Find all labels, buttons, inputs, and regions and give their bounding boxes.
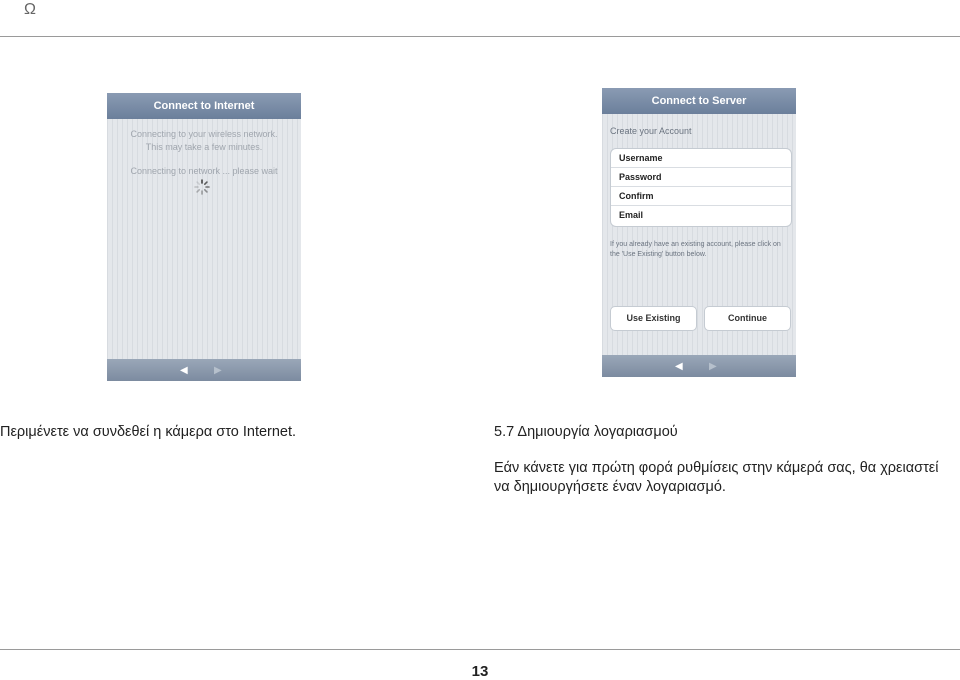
- section-paragraph: Εάν κάνετε για πρώτη φορά ρυθμίσεις στην κάμερά σας, θα χρειαστεί να δημιουργήσετε έναν λογαριασμό.: [494, 460, 939, 495]
- forward-arrow-icon: ▶: [214, 365, 222, 376]
- header-divider: [0, 36, 960, 37]
- footer-divider: [0, 649, 960, 650]
- server-nav-title: Connect to Server: [602, 88, 796, 114]
- account-form: [610, 148, 792, 227]
- internet-nav-title: Connect to Internet: [107, 93, 301, 119]
- username-field: Username: [611, 149, 791, 168]
- header-symbol: Ω: [24, 1, 36, 18]
- continue-button: Continue: [704, 306, 791, 331]
- use-existing-button: Use Existing: [610, 306, 697, 331]
- section-heading: 5.7 Δημιουργία λογαριασμού: [494, 424, 678, 440]
- server-bottom-bar: [602, 355, 796, 377]
- connect-to-internet-screenshot: [107, 93, 301, 381]
- back-arrow-icon: ◀: [180, 365, 188, 376]
- loading-spinner-icon: [194, 179, 210, 195]
- internet-bottom-bar: [107, 359, 301, 381]
- forward-arrow-icon: ▶: [709, 361, 717, 372]
- confirm-field: Confirm: [611, 187, 791, 206]
- connect-to-server-screenshot: [602, 88, 796, 377]
- page-number: 13: [471, 663, 489, 680]
- back-arrow-icon: ◀: [675, 361, 683, 372]
- connecting-message: Connecting to your wireless network. This may take a few minutes.: [130, 129, 278, 152]
- existing-account-info: If you already have an existing account, please click on the 'Use Existing' button below.: [610, 241, 781, 258]
- create-account-label: Create your Account: [610, 126, 692, 136]
- please-wait-message: Connecting to network ... please wait: [130, 166, 278, 176]
- email-field: Email: [619, 210, 644, 220]
- internet-caption: Περιμένετε να συνδεθεί η κάμερα στο Internet.: [0, 424, 297, 440]
- password-field: Password: [611, 168, 791, 187]
